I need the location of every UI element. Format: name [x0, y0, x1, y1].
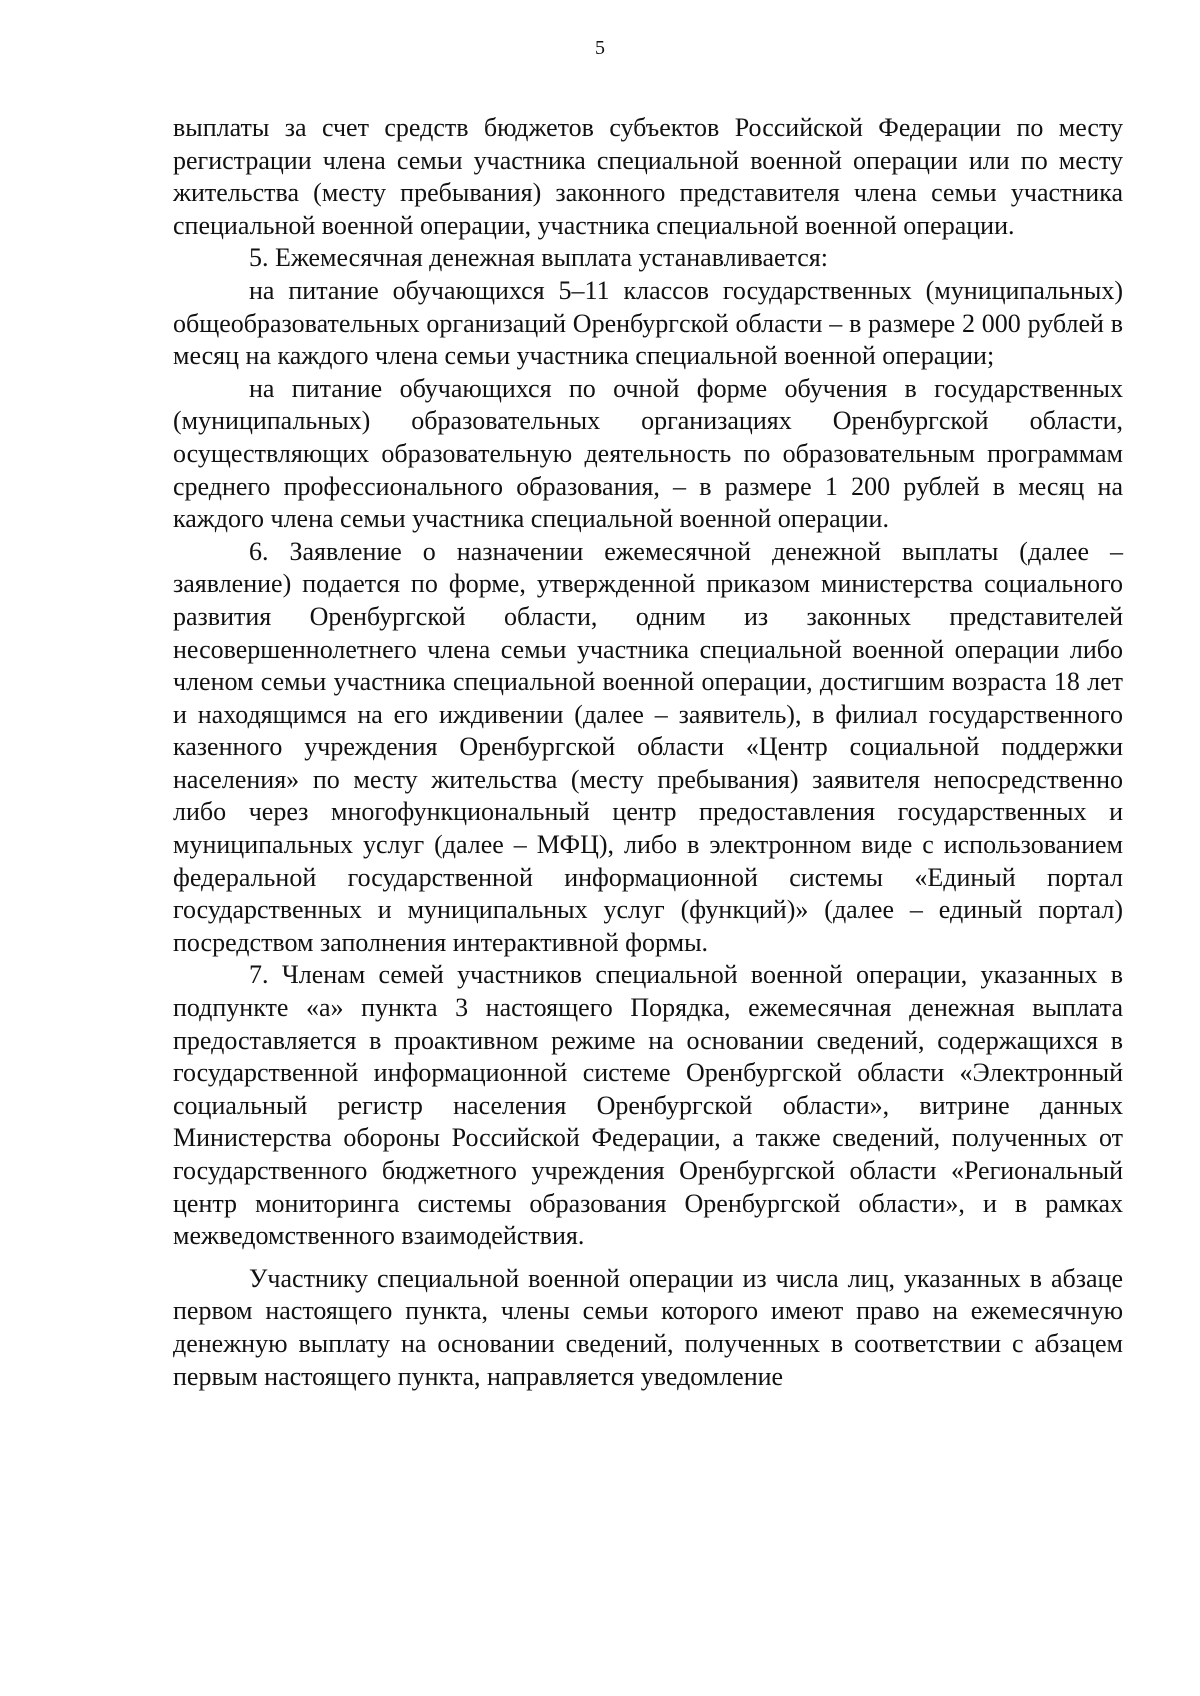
paragraph-item-7: 7. Членам семей участников специальной военной операции, указанных в подпункте «а» пункта 3 настоящего Порядка, ежемесячная денежная выплата предоставляется в проактивном режиме на основании сведений, содержащихся в государственной информационной системе Оренбургской области «Электронный социальный регистр населения Оренбургской области», витрине данных Министерства обороны Российской Федерации, а также сведений, полученных от государственного бюджетного учреждения Оренбургской области «Региональный центр мониторинга системы образования Оренбургской области», и в рамках межведомственного взаимодействия. — [173, 960, 1123, 1251]
paragraph-item-6: 6. Заявление о назначении ежемесячной денежной выплаты (далее – заявление) подается по форме, утвержденной приказом министерства социального развития Оренбургской области, одним из законных представителей несовершеннолетнего члена семьи участника специальной военной операции либо членом семьи участника специальной военной операции, достигшим возраста 18 лет и находящимся на его иждивении (далее – заявитель), в филиал государственного казенного учреждения Оренбургской области «Центр социальной поддержки населения» по месту жительства (месту пребывания) заявителя непосредственно либо через многофункциональный центр предоставления государственных и муниципальных услуг (далее – МФЦ), либо в электронном виде с использованием федеральной государственной информационной системы «Единый портал государственных и муниципальных услуг (функций)» (далее – единый портал) посредством заполнения интерактивной формы. — [173, 536, 1123, 957]
paragraph-item-5-college: на питание обучающихся по очной форме обучения в государственных (муниципальных) образовательных организациях Оренбургской области, осуществляющих образовательную деятельность по образовательным программам среднего профессионального образования, – в размере 1 200 рублей в месяц на каждого члена семьи участника специальной военной операции. — [173, 373, 1123, 534]
paragraph-item-5: 5. Ежемесячная денежная выплата устанавливается: — [249, 243, 828, 273]
page-number: 5 — [595, 37, 605, 59]
document-body — [173, 112, 1123, 1393]
paragraph-item-7-notice: Участнику специальной военной операции из числа лиц, указанных в абзаце первом настоящего пункта, члены семьи которого имеют право на ежемесячную денежную выплату на основании сведений, полученных в соответствии с абзацем первым настоящего пункта, направляется уведомление — [173, 1263, 1123, 1391]
paragraph-item-5-school: на питание обучающихся 5–11 классов государственных (муниципальных) общеобразовательных организаций Оренбургской области – в размере 2 000 рублей в месяц на каждого члена семьи участника специальной военной операции; — [173, 275, 1123, 371]
paragraph-continuation: выплаты за счет средств бюджетов субъектов Российской Федерации по месту регистрации члена семьи участника специальной военной операции или по месту жительства (месту пребывания) законного представителя члена семьи участника специальной военной операции, участника специальной военной операции. — [173, 113, 1123, 240]
